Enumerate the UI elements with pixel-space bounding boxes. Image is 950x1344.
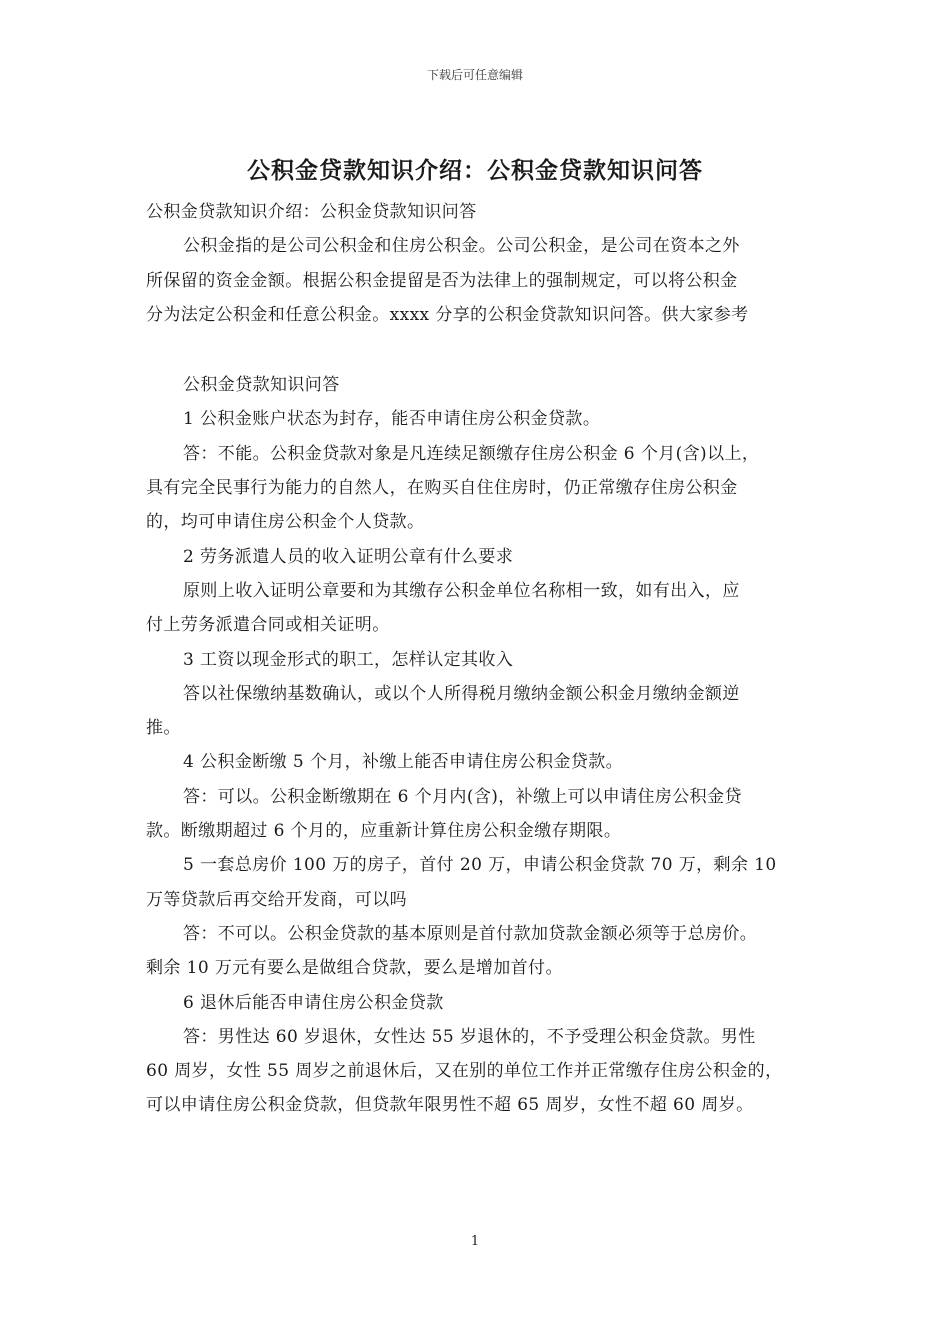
answer-line: 付上劳务派遣合同或相关证明。	[146, 615, 390, 636]
intro-line: 所保留的资金金额。根据公积金提留是否为法律上的强制规定，可以将公积金	[146, 270, 738, 291]
intro-line: 分为法定公积金和任意公积金。xxxx 分享的公积金贷款知识问答。供大家参考	[146, 304, 749, 325]
answer-line: 答：男性达 60 岁退休，女性达 55 岁退休的，不予受理公积金贷款。男性	[183, 1026, 756, 1047]
answer-line: 答：可以。公积金断缴期在 6 个月内(含)，补缴上可以申请住房公积金贷	[183, 786, 742, 807]
intro-line: 公积金指的是公司公积金和住房公积金。公司公积金，是公司在资本之外	[183, 236, 740, 257]
answer-line: 答：不可以。公积金贷款的基本原则是首付款加贷款金额必须等于总房价。	[183, 923, 758, 944]
answer-line: 60 周岁，女性 55 周岁之前退休后，又在别的单位工作并正常缴存住房公积金的，	[146, 1061, 783, 1082]
document-body	[146, 195, 816, 1123]
answer-line: 的，均可申请住房公积金个人贷款。	[146, 512, 425, 533]
question-line: 6 退休后能否申请住房公积金贷款	[183, 992, 444, 1013]
question-line: 5 一套总房价 100 万的房子，首付 20 万，申请公积金贷款 70 万，剩余 10	[183, 855, 777, 876]
answer-line: 可以申请住房公积金贷款，但贷款年限男性不超 65 周岁，女性不超 60 周岁。	[146, 1095, 754, 1116]
section-heading: 公积金贷款知识问答	[183, 375, 340, 396]
document-title: 公积金贷款知识介绍：公积金贷款知识问答	[247, 157, 703, 184]
answer-line: 答以社保缴纳基数确认，或以个人所得税月缴纳金额公积金月缴纳金额逆	[183, 683, 740, 704]
answer-line: 原则上收入证明公章要和为其缴存公积金单位名称相一致，如有出入，应	[183, 580, 740, 601]
header-note: 下载后可任意编辑	[426, 68, 523, 82]
answer-line: 推。	[146, 718, 181, 739]
answer-line: 答：不能。公积金贷款对象是凡连续足额缴存住房公积金 6 个月(含)以上，	[183, 443, 760, 464]
answer-line: 具有完全民事行为能力的自然人，在购买自住住房时，仍正常缴存住房公积金	[146, 478, 738, 499]
subtitle-line: 公积金贷款知识介绍：公积金贷款知识问答	[146, 202, 477, 222]
question-line: 3 工资以现金形式的职工，怎样认定其收入	[183, 649, 514, 670]
answer-line: 剩余 10 万元有要么是做组合贷款，要么是增加首付。	[146, 958, 563, 979]
page-number: 1	[470, 1234, 480, 1249]
answer-line: 款。断缴期超过 6 个月的，应重新计算住房公积金缴存期限。	[146, 821, 622, 842]
question-line: 万等贷款后再交给开发商，可以吗	[146, 889, 407, 910]
question-line: 1 公积金账户状态为封存，能否申请住房公积金贷款。	[183, 409, 601, 430]
question-line: 4 公积金断缴 5 个月，补缴上能否申请住房公积金贷款。	[183, 752, 624, 773]
paragraph-gap	[146, 332, 816, 368]
question-line: 2 劳务派遣人员的收入证明公章有什么要求	[183, 546, 514, 567]
